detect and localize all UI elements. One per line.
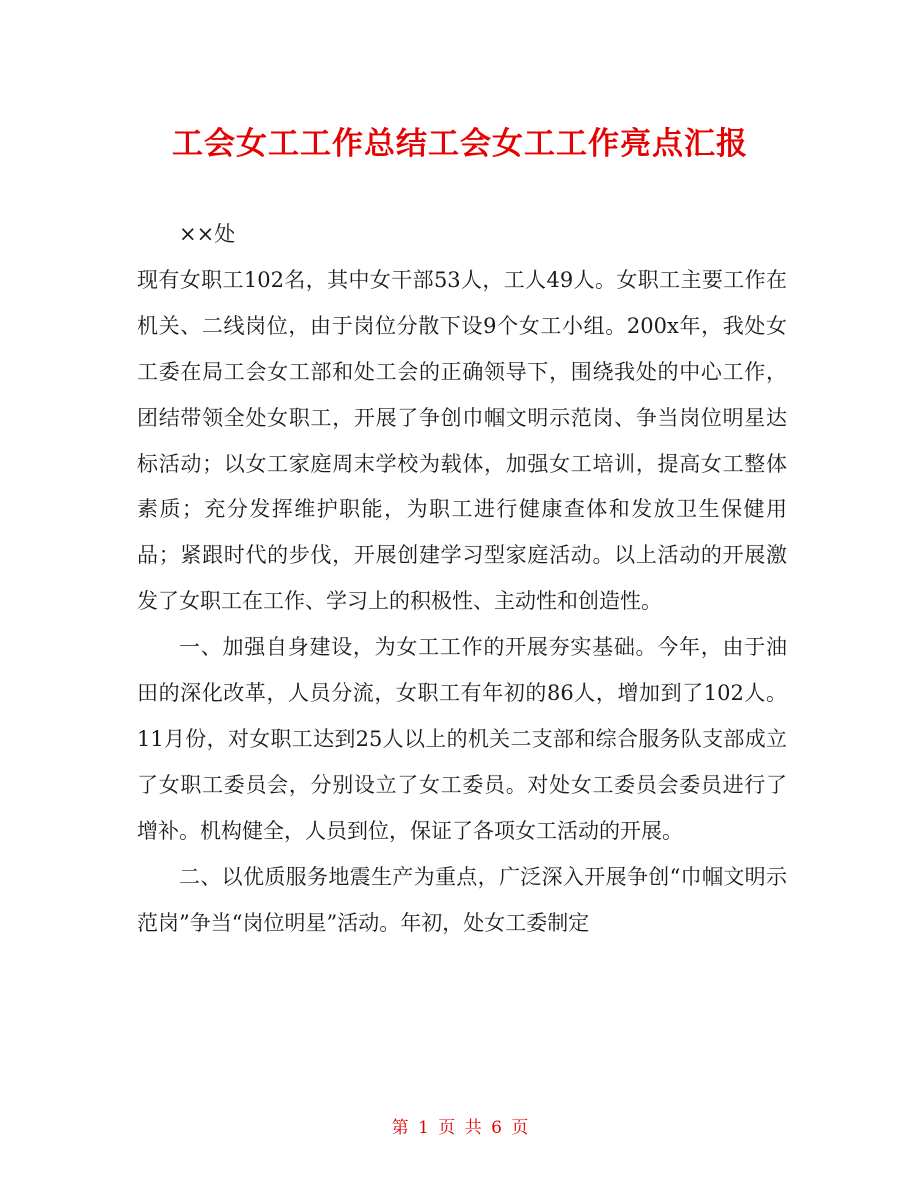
document-title: 工会女工工作总结工会女工工作亮点汇报 [172,126,748,162]
paragraph-section-1: 一、加强自身建设，为女工工作的开展夯实基础。今年，由于油田的深化改革，人员分流，女职工有年初的86人，增加到了102人。11月份，对女职工达到25人以上的机关二支部和综合服务队支部成立了女职工委员会，分别设立了女工委员。对处女工委员会委员进行了增补。机构健全，人员到位，保证了各项女工活动的开展。 [137,635,787,843]
page-number-footer: 第 1 页 共 6 页 [391,1118,529,1138]
department-name: ××处 [179,222,236,246]
document-body [137,212,787,947]
paragraph-section-2: 二、以优质服务地震生产为重点，广泛深入开展争创“巾帼文明示范岗”争当“岗位明星”活动。年初，处女工委制定 [137,864,787,935]
paragraph-intro: 现有女职工102名，其中女干部53人，工人49人。女职工主要工作在机关、二线岗位，由于岗位分散下设9个女工小组。200x年，我处女工委在局工会女工部和处工会的正确领导下，围绕我处的中心工作，团结带领全处女职工，开展了争创巾帼文明示范岗、争当岗位明星达标活动；以女工家庭周末学校为载体，加强女工培训，提高女工整体素质；充分发挥维护职能，为职工进行健康查体和发放卫生保健用品；紧跟时代的步伐，开展创建学习型家庭活动。以上活动的开展激发了女职工在工作、学习上的积极性、主动性和创造性。 [137,267,787,614]
